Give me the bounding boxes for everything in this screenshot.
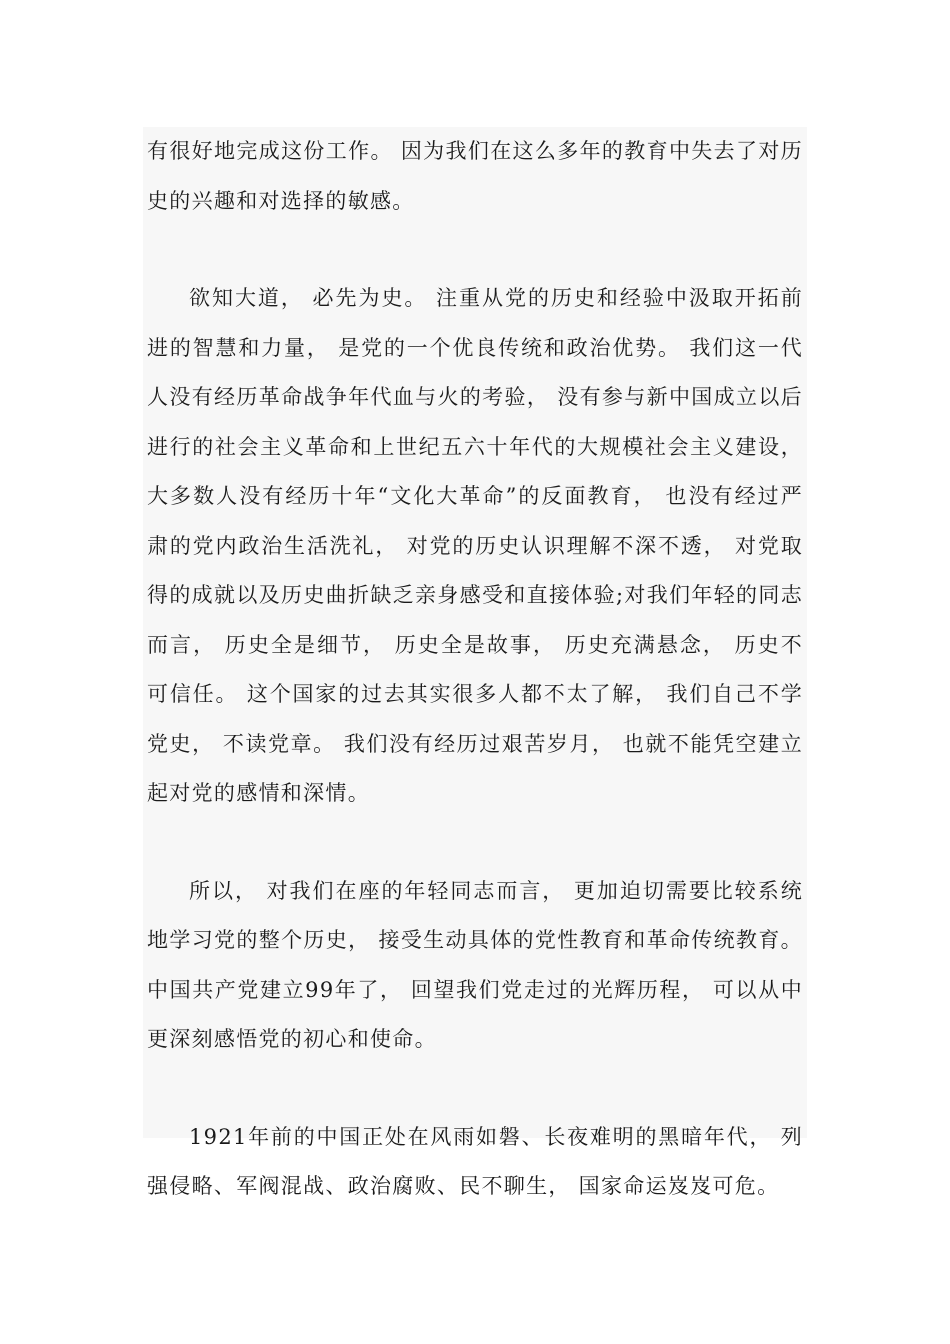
paragraph-3: 所以， 对我们在座的年轻同志而言， 更加迫切需要比较系统地学习党的整个历史， 接受生动具体的党性教育和革命传统教育。 中国共产党建立99年了， 回望我们党走过的光辉历程， 可以从中更深刻感悟党的初心和使命。 (147, 878, 803, 1051)
paragraph-4: 1921年前的中国正处在风雨如磐、长夜难明的黑暗年代， 列强侵略、军阀混战、政治腐败、民不聊生， 国家命运岌岌可危。 (147, 1124, 803, 1198)
paragraph-2: 欲知大道， 必先为史。 注重从党的历史和经验中汲取开拓前进的智慧和力量， 是党的一个优良传统和政治优势。 我们这一代人没有经历革命战争年代血与火的考验， 没有参与新中国成立以后进行的社会主义革命和上世纪五六十年代的大规模社会主义建设， 大多数人没有经历十年“文化大革命”的反面教育， 也没有经过严肃的党内政治生活洗礼， 对党的历史认识理解不深不透， 对党取得的成就以及历史曲折缺乏亲身感受和直接体验;对我们年轻的同志而言， 历史全是细节， 历史全是故事， 历史充满悬念， 历史不可信任。 这个国家的过去其实很多人都不太了解， 我们自己不学党史， 不读党章。 我们没有经历过艰苦岁月， 也就不能凭空建立起对党的感情和深情。 (147, 286, 803, 805)
paragraph-1: 有很好地完成这份工作。 因为我们在这么多年的教育中失去了对历史的兴趣和对选择的敏感。 (147, 139, 803, 213)
text-body (143, 127, 807, 1198)
